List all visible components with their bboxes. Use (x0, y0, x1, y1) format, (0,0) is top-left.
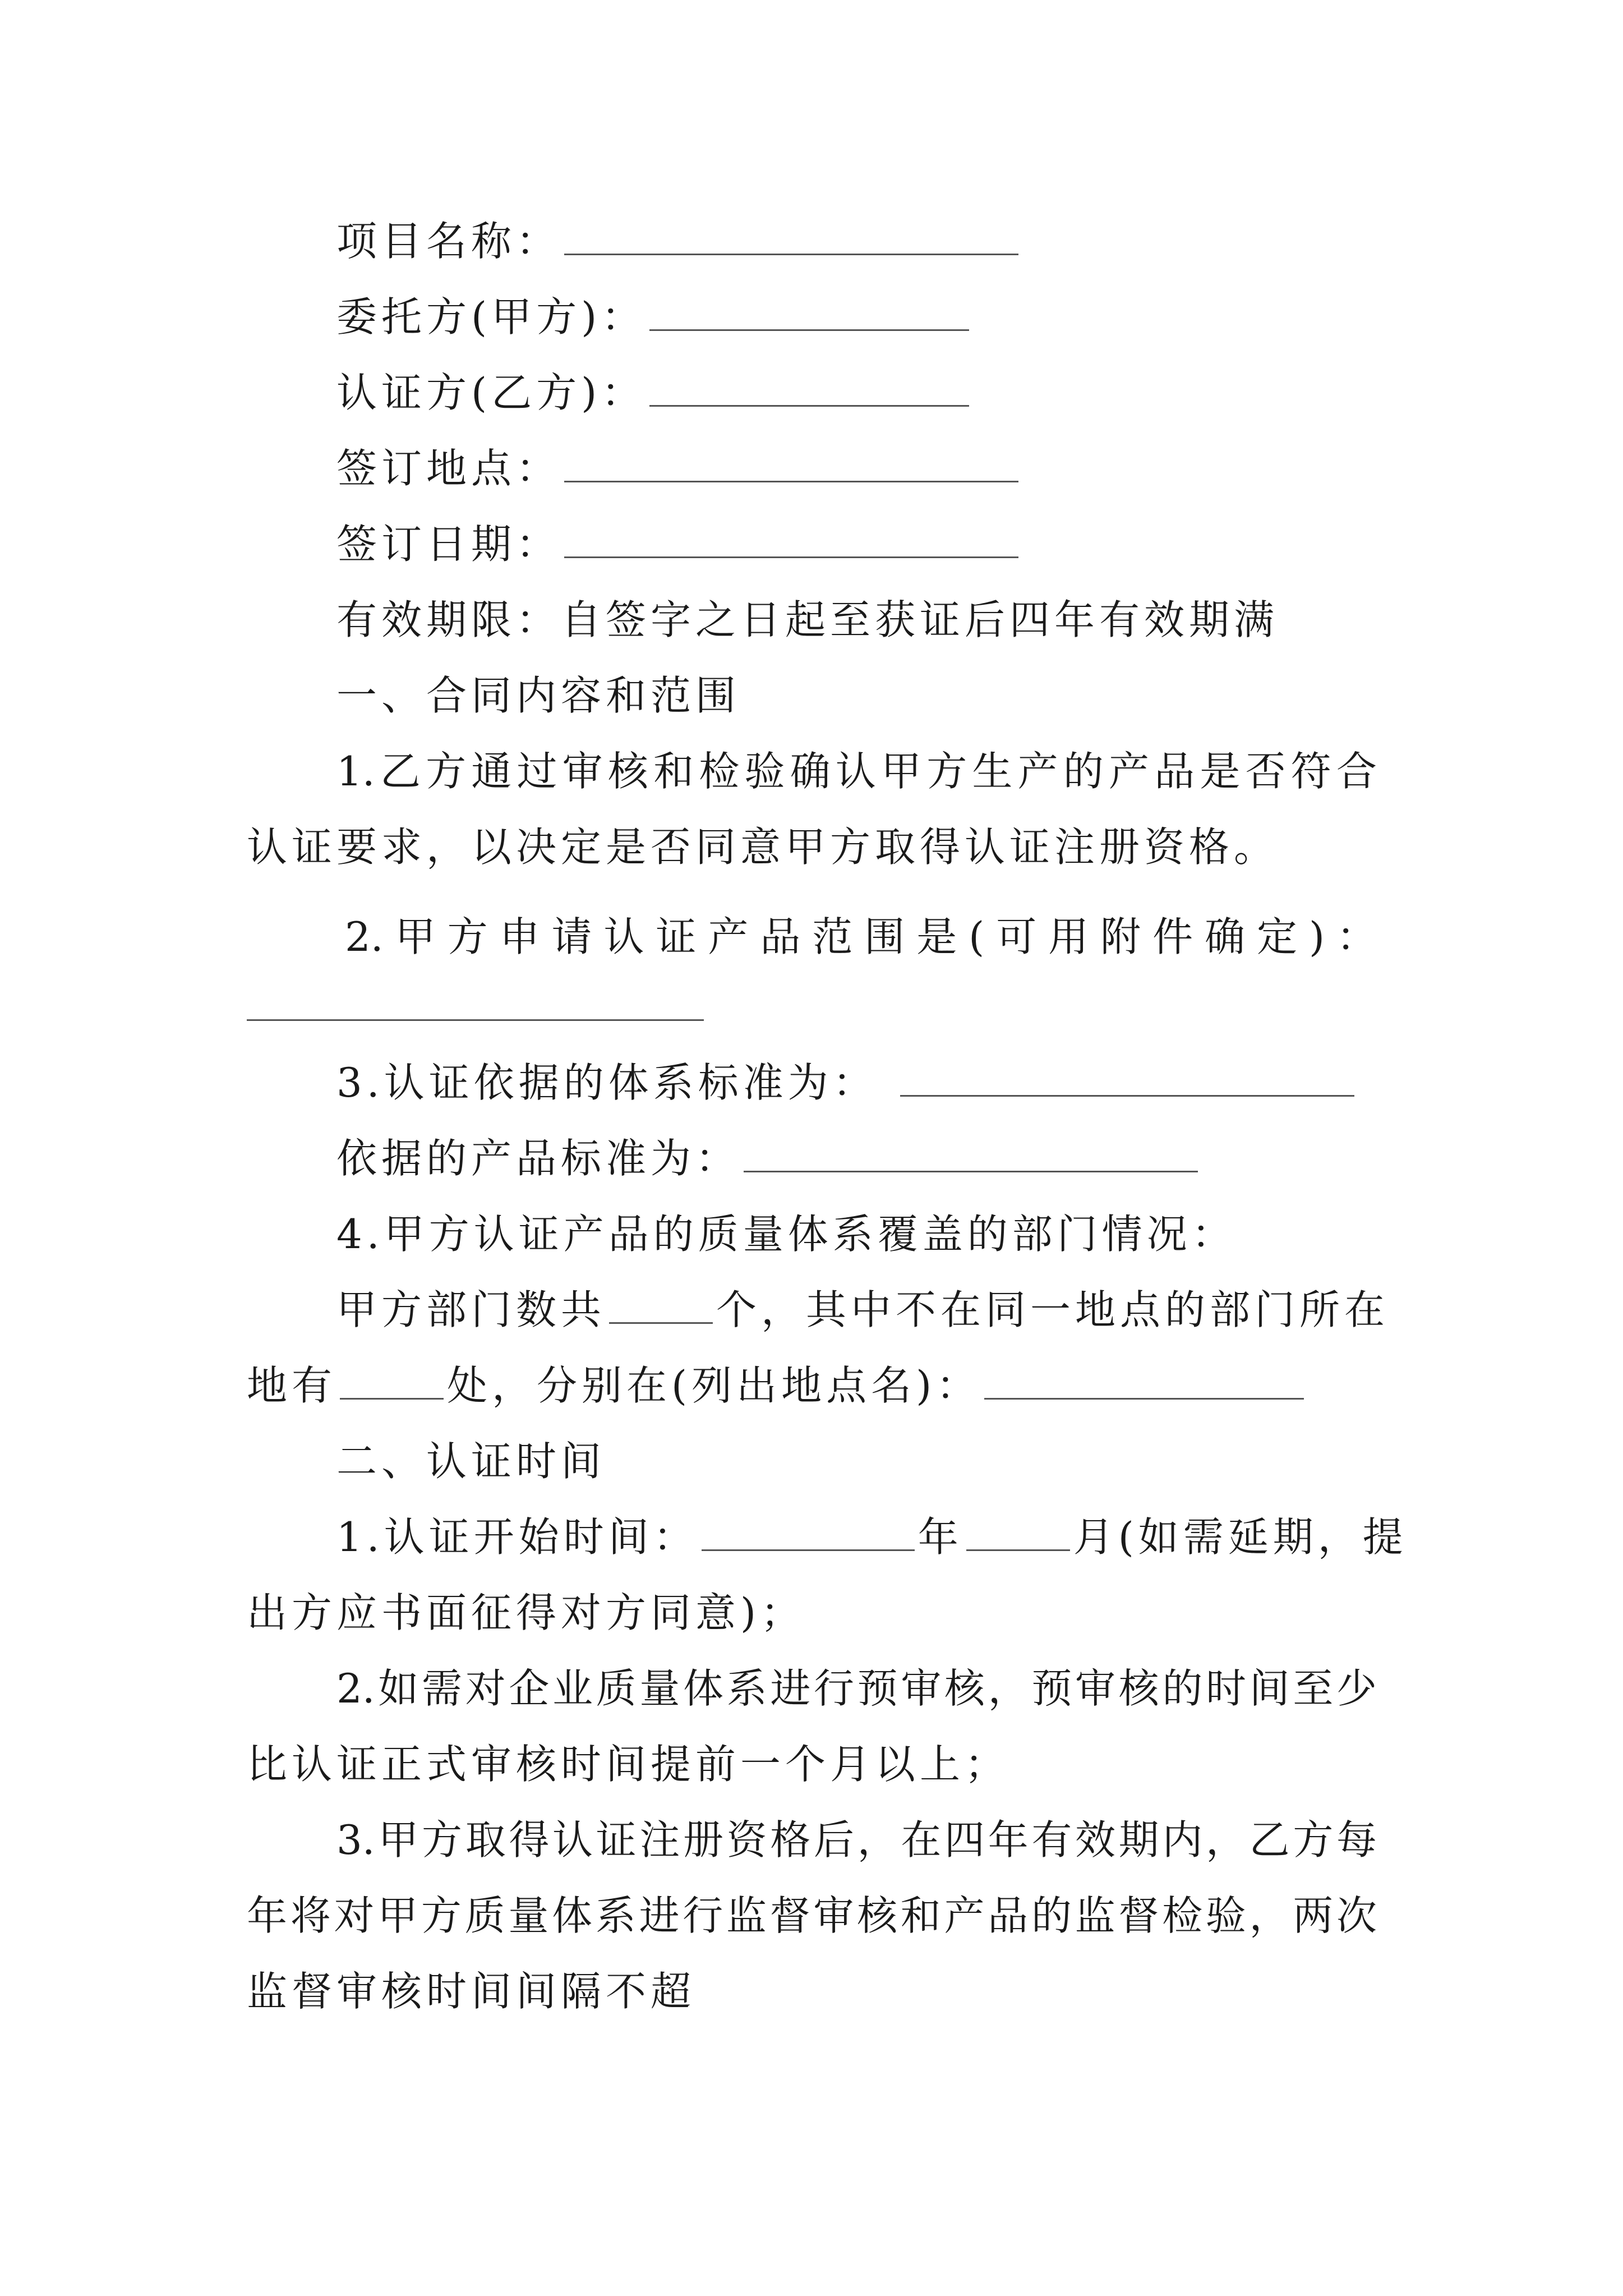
section1-item2: 2.甲方申请认证产品范围是(可用附件确定)： (345, 913, 1377, 960)
location-count-blank[interactable] (340, 1358, 444, 1400)
section1-item2-blank[interactable] (247, 1019, 704, 1021)
signing-place-blank[interactable] (564, 440, 1018, 482)
section2-item1-line1 (336, 1509, 1408, 1565)
signing-date-row (336, 516, 1022, 572)
section1-item3b-row (336, 1130, 1201, 1186)
signing-date-label: 签订日期： (336, 521, 561, 568)
section1-item4: 4.甲方认证产品的质量体系覆盖的部门情况： (336, 1211, 1237, 1258)
section2-item2-line2: 比认证正式审核时间提前一个月以上； (247, 1741, 1010, 1788)
validity-row (336, 592, 1279, 648)
signing-place-row (336, 440, 1022, 496)
section1-item4-line2 (247, 1358, 1307, 1414)
validity-value: 自签字之日起至获证后四年有效期满 (561, 596, 1279, 643)
dept-count-suffix: 个，其中不在同一地点的部门所在 (716, 1286, 1390, 1333)
certifier-blank[interactable] (649, 365, 969, 407)
project-name-label: 项目名称： (336, 218, 561, 265)
section2-item3-line1: 3.甲方取得认证注册资格后，在四年有效期内，乙方每 (336, 1816, 1377, 1864)
project-name-blank[interactable] (564, 213, 1018, 255)
section2-item3-line3: 监督审核时间间隔不超 (247, 1968, 696, 2015)
section1-heading: 一、合同内容和范围 (336, 672, 741, 719)
section2-item3-line2: 年将对甲方质量体系进行监督审核和产品的监督检验，两次 (247, 1892, 1377, 1939)
client-label: 委托方(甲方)： (336, 293, 647, 341)
section1-item1-line2: 认证要求，以决定是否同意甲方取得认证注册资格。 (247, 823, 1279, 871)
section1-item3-label: 3.认证依据的体系标准为： (336, 1059, 878, 1106)
section1-item3b-label: 依据的产品标准为： (336, 1135, 741, 1182)
section2-item1-line2: 出方应书面征得对方同意)； (247, 1589, 806, 1636)
certifier-row (336, 365, 972, 421)
start-month-blank[interactable] (966, 1509, 1070, 1551)
start-month-suffix: 月(如需延期，提 (1073, 1513, 1408, 1561)
section1-item3b-blank[interactable] (744, 1130, 1198, 1172)
signing-place-label: 签订地点： (336, 445, 561, 492)
certifier-label: 认证方(乙方)： (336, 369, 647, 416)
start-year-unit: 年 (917, 1513, 963, 1561)
section2-heading: 二、认证时间 (336, 1438, 606, 1485)
location-names-blank[interactable] (984, 1358, 1304, 1400)
dept-count-label: 甲方部门数共 (336, 1286, 606, 1333)
start-time-label: 1.认证开始时间： (336, 1513, 698, 1561)
dept-count-blank[interactable] (609, 1282, 713, 1324)
section2-item2-line1: 2.如需对企业质量体系进行预审核，预审核的时间至少 (336, 1665, 1377, 1712)
validity-label: 有效期限： (336, 596, 561, 643)
start-year-blank[interactable] (702, 1509, 915, 1551)
section1-item3-blank[interactable] (900, 1055, 1354, 1097)
location-names-label: 处，分别在(列出地点名)： (447, 1362, 981, 1409)
section1-item1-line1: 1.乙方通过审核和检验确认甲方生产的产品是否符合 (336, 748, 1377, 795)
signing-date-blank[interactable] (564, 516, 1018, 558)
client-row (336, 289, 972, 345)
location-count-label: 地有 (247, 1362, 337, 1409)
client-blank[interactable] (649, 289, 969, 331)
project-name-row (336, 213, 1022, 269)
section1-item4-line1 (336, 1282, 1389, 1338)
section1-item3-row (336, 1055, 1358, 1111)
